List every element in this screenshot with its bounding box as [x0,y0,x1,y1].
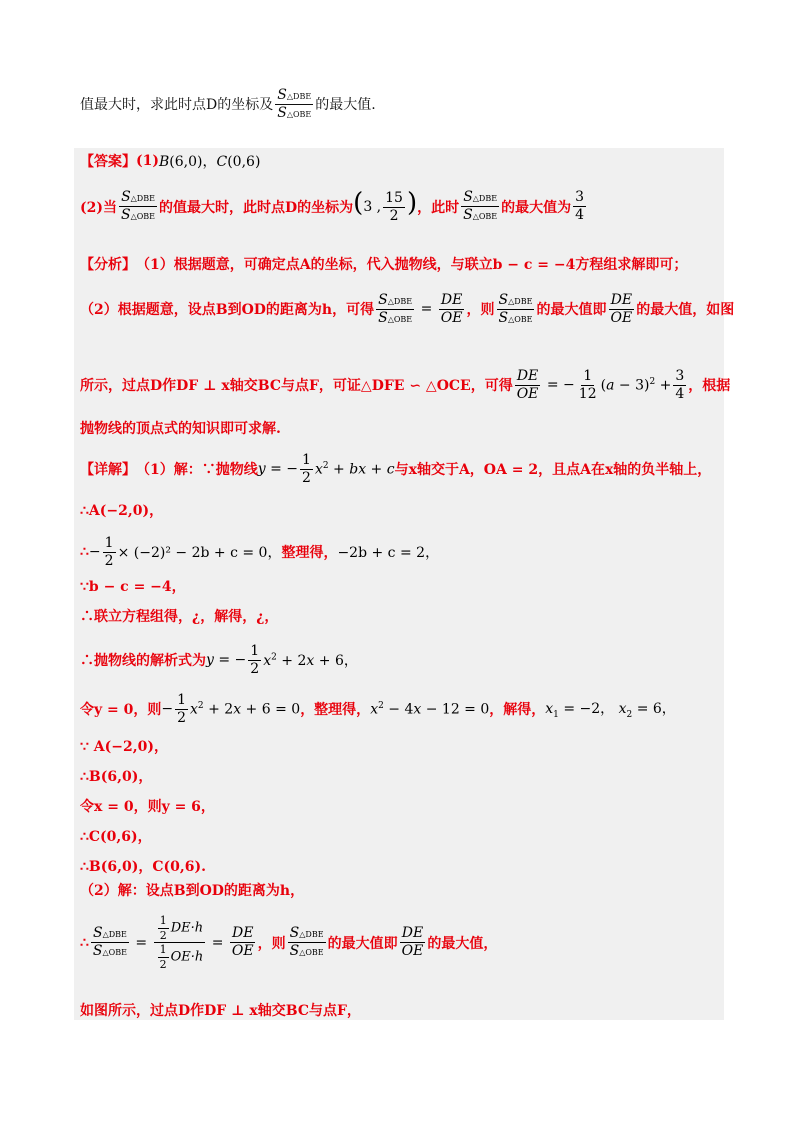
detail-tag: 【详解】 [80,462,136,479]
detail-line-8 [80,736,168,756]
analysis-text-2d: 的最大值，如图 [636,302,735,319]
detail-text-3c: 整理得， [281,545,338,562]
detail-line-9 [80,766,152,786]
answer-tag: 【答案】 [80,154,136,170]
answer-part-2-b: 的值最大时，此时点D的坐标为 [159,199,354,216]
answer-part-2-c: ，此时 [417,199,460,216]
intro-text: 值最大时，求此时点D的坐标及 [80,97,274,114]
detail-text-1b: 与x轴交于A，OA = 2，且点A在x轴的负半轴上， [394,462,712,479]
detail-line-3: ∴ − $\frac{1}{2}$ × (−2)² − 2b + c = 0， 整理得， −2b + c = 2， [80,535,440,569]
detail-text-7a: 令y = 0，则 [80,702,162,719]
detail-text-2: ∴A(−2,0)， [80,503,164,519]
detail-text-13: （2）解：设点B到OD的距离为h， [80,883,305,899]
detail-text-6a: ∴抛物线的解析式为 [80,653,206,670]
detail-text-14c: 的最大值即 [327,935,398,952]
detail-line-12 [80,856,206,876]
ratio-fraction: $\frac{\text{S△DBE}}{\text{S△OBE}}$ [121,189,156,224]
detail-text-7b: ，整理得， [300,702,371,719]
detail-text-7c: ，解得， [489,702,546,719]
ratio-fraction: $\frac{\text{S△DBE}}{\text{S△OBE}}$ [463,189,498,224]
detail-line-7: 令y = 0，则 − $\frac{1}{2}$ $x^2 + 2x + 6 = 0$ ，整理得， $x^2 - 4x - 12 = 0$ ，解得， $x_1 = -2$， $x_2 = 6$， [80,692,676,726]
analysis-text-3a: 所示，过点D作DF ⊥ x轴交BC与点F，可证△DFE ∽ △OCE，可得 [80,378,513,395]
detail-line-2 [80,500,163,520]
ratio-fraction: $\frac{\text{S△DBE}}{\text{S△OBE}}$ [277,87,312,121]
detail-line-11 [80,826,152,846]
detail-text-14a: ∴ [80,934,89,951]
detail-text-1a: （1）解：∵抛物线 [136,462,258,479]
detail-text-10: 令x = 0，则y = 6， [80,799,215,815]
detail-line-1: 【详解】 （1）解：∵抛物线 y = − $\frac{1}{2}$ $x^2$ + bx + c 与x轴交于A，OA = 2，且点A在x轴的负半轴上， [80,452,712,486]
detail-line-14: ∴ $\frac{\text{S△DBE}}{\text{S△OBE}}$ = $\frac{1}{2}$ DE·h $\frac{1}{2}$ OE·h = $\frac{DE}{OE}$ ，则 $\frac{\text{S△DBE}}{\text{S△OBE}}$ 的最大值即 $\frac{DE}{OE}$ 的最大值， [80,914,498,971]
answer-part-1: (1) [136,153,159,169]
detail-line-15 [80,1000,361,1020]
analysis-text-4: 抛物线的顶点式的知识即可求解. [80,421,281,437]
detail-text-15: 如图所示，过点D作DF ⊥ x轴交BC与点F， [80,1003,361,1019]
analysis-line-4 [80,418,281,438]
analysis-line-3: 所示，过点D作DF ⊥ x轴交BC与点F，可证△DFE ∽ △OCE，可得 $\frac{DE}{OE}$ = − $\frac{1}{12}$ $(a - 3)^2$ + $\frac{3}{4}$ ，根据 [80,368,731,402]
detail-text-12: ∴B(6,0)，C(0,6). [80,859,206,875]
detail-text-14d: 的最大值， [427,935,498,952]
answer-part-2-d: 的最大值为 [501,199,572,216]
detail-text-9: ∴B(6,0)， [80,769,153,785]
analysis-text-2c: 的最大值即 [536,302,607,319]
detail-text-3b: × (−2)² − 2b + c = 0， [117,545,282,562]
detail-text-11: ∴C(0,6)， [80,829,152,845]
detail-text-4: ∵b − c = −4， [80,579,186,595]
detail-line-4 [80,576,186,596]
analysis-line-2: （2）根据题意，设点B到OD的距离为h，可得 $\frac{\text{S△DBE}}{\text{S△OBE}}$ = $\frac{DE}{OE}$ ，则 $\frac{\text{S△DBE}}{\text{S△OBE}}$ 的最大值即 $\frac{DE}{OE}$ 的最大值，如图 [80,292,735,326]
answer-line-1: 【答案】 (1) B(6,0)，C(0,6) [80,153,261,170]
detail-text-8: ∵ A(−2,0)， [80,739,168,755]
intro-line [80,88,376,120]
analysis-text-3b: ，根据 [688,378,731,395]
detail-line-6: ∴抛物线的解析式为 y = − $\frac{1}{2}$ $x^2 + 2x + 6$， [80,643,358,677]
answer-line-2: (2)当 $\frac{\text{S△DBE}}{\text{S△OBE}}$ 的值最大时，此时点D的坐标为 (3 , $\frac{15}{2}$ ) ，此时 $\frac{\text{S△DBE}}{\text{S△OBE}}$ 的最大值为 $\frac{3}{4}$ [80,188,585,224]
analysis-text-2a: （2）根据题意，设点B到OD的距离为h，可得 [80,302,375,319]
detail-line-13 [80,880,304,900]
analysis-line-1 [80,254,687,274]
detail-text-5: ∴联立方程组得，¿，解得，¿， [80,609,279,625]
analysis-text-1: （1）根据题意，可确定点A的坐标，代入抛物线，与联立b − c = −4方程组求解即可； [136,257,688,273]
intro-tail: 的最大值. [315,97,376,114]
detail-text-3d: −2b + c = 2， [337,545,440,562]
analysis-tag: 【分析】 [80,257,136,273]
detail-line-10 [80,796,215,816]
analysis-text-2b: ，则 [466,302,495,319]
detail-text-3a: ∴ [80,544,89,561]
detail-line-5 [80,606,278,626]
detail-text-14b: ，则 [257,935,286,952]
answer-part-2-a: (2)当 [80,199,117,216]
